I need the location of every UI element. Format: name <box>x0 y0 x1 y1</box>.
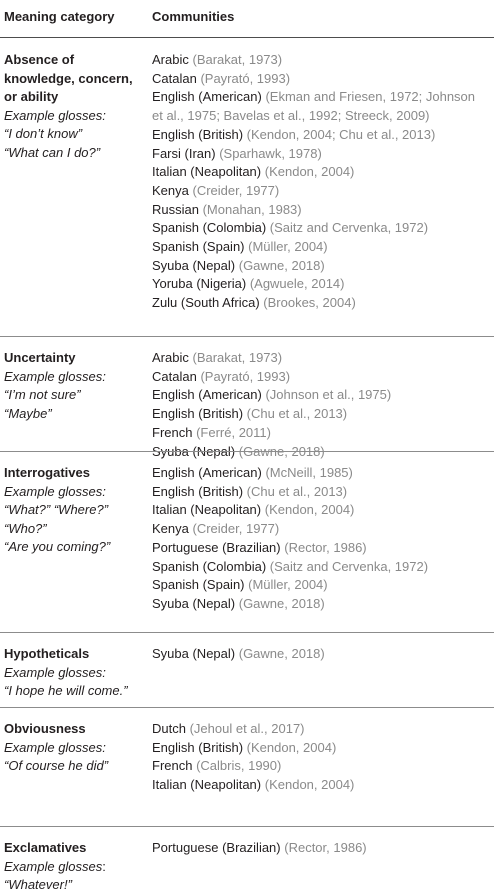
category-title-line: Absence of <box>4 52 75 67</box>
citation-link[interactable]: (Barakat, 1973) <box>192 350 283 365</box>
citation-link[interactable]: (Kendon, 2004) <box>264 164 355 180</box>
community-entry <box>152 739 492 758</box>
table-section <box>0 451 494 611</box>
community-entry <box>152 275 492 294</box>
community-name: Yoruba (Nigeria) <box>152 276 247 292</box>
community-entry <box>152 257 492 276</box>
community-name: Syuba (Nepal) <box>152 595 236 611</box>
communities-cell <box>152 349 492 461</box>
meaning-category-cell <box>4 51 149 162</box>
community-name: Catalan <box>152 368 197 384</box>
category-title-line: Exclamatives <box>4 840 87 855</box>
community-entry <box>152 145 492 164</box>
community-name: Syuba (Nepal) <box>152 257 236 273</box>
community-entry <box>152 368 492 387</box>
community-entry <box>152 558 492 577</box>
communities-cell <box>152 720 492 795</box>
citation-link[interactable]: (Rector, 1986) <box>284 840 367 855</box>
communities-cell <box>152 51 492 313</box>
community-name: English (British) <box>152 406 244 422</box>
citation-link[interactable]: (Ferré, 2011) <box>196 424 271 440</box>
community-entry <box>152 238 492 257</box>
citation-link[interactable]: (Johnson et al., 1975) <box>265 387 392 403</box>
citation-link[interactable]: (Payrató, 1993) <box>200 70 291 86</box>
example-gloss: “Who?” <box>4 520 47 536</box>
community-name: Kenya <box>152 521 189 537</box>
example-gloss: “Are you coming?” <box>4 539 111 554</box>
citation-link[interactable]: (McNeill, 1985) <box>265 465 353 480</box>
citation-link[interactable]: (Jehoul et al., 2017) <box>189 721 305 736</box>
community-entry <box>152 201 492 220</box>
example-gloss: “I don’t know” <box>4 126 83 141</box>
community-name: French <box>152 424 193 440</box>
community-name: Italian (Neapolitan) <box>152 777 262 793</box>
communities-cell <box>152 464 492 614</box>
community-entry <box>152 126 492 145</box>
example-glosses-label <box>4 858 149 877</box>
community-entry <box>152 464 492 483</box>
community-entry <box>152 645 492 664</box>
community-name: Spanish (Colombia) <box>152 558 267 574</box>
community-name: English (British) <box>152 126 244 142</box>
community-entry <box>152 720 492 739</box>
community-entry <box>152 163 492 182</box>
citation-link[interactable]: (Kendon, 2004; Chu et al., 2013) <box>246 126 436 142</box>
citation-link[interactable]: (Creider, 1977) <box>192 521 280 537</box>
community-entry <box>152 539 492 558</box>
community-entry <box>152 349 492 368</box>
community-entry <box>152 839 492 858</box>
meaning-category-cell <box>4 645 149 701</box>
example-glosses-label-text: Example glosses: <box>4 483 106 499</box>
example-glosses-label-text: Example glosses: <box>4 368 106 384</box>
citation-link[interactable]: (Gawne, 2018) <box>238 257 325 273</box>
citation-link[interactable]: (Ekman and Friesen, 1972; Johnson <box>265 89 476 105</box>
meaning-category-cell <box>4 839 149 895</box>
community-name: Portuguese (Brazilian) <box>152 840 281 855</box>
community-entry <box>152 51 492 70</box>
community-name: Dutch <box>152 721 186 736</box>
citation-link[interactable]: (Kendon, 2004) <box>264 777 355 793</box>
community-entry <box>152 501 492 520</box>
section-divider <box>0 707 494 708</box>
citation-link[interactable]: (Kendon, 2004) <box>264 502 355 518</box>
table-section <box>0 336 494 459</box>
meaning-category-cell <box>4 464 149 557</box>
community-name: Arabic <box>152 350 189 365</box>
communities-cell <box>152 645 492 664</box>
citation-link[interactable]: (Gawne, 2018) <box>238 443 325 459</box>
example-glosses-label <box>4 483 149 502</box>
community-entry <box>152 182 492 201</box>
community-name: Syuba (Nepal) <box>152 646 236 661</box>
community-entry <box>152 520 492 539</box>
community-entry <box>152 405 492 424</box>
community-entry <box>152 576 492 595</box>
header-meaning-category: Meaning category <box>4 9 115 24</box>
category-title-line: Obviousness <box>4 721 86 736</box>
community-name: Portuguese (Brazilian) <box>152 539 281 555</box>
example-gloss: “Of course he did” <box>4 758 109 773</box>
table-section <box>0 707 494 793</box>
example-glosses-label <box>4 664 149 683</box>
example-glosses-label-colon: : <box>102 858 106 874</box>
category-title-line: Hypotheticals <box>4 646 90 661</box>
example-glosses-label-text: Example glosses: <box>4 107 106 123</box>
example-gloss: “Whatever!” <box>4 877 72 892</box>
example-gloss: “I’m not sure” <box>4 387 81 402</box>
meaning-category-cell <box>4 720 149 776</box>
community-name: Spanish (Colombia) <box>152 220 267 236</box>
example-glosses-label <box>4 107 149 126</box>
community-name: English (American) <box>152 387 262 403</box>
community-name: Spanish (Spain) <box>152 577 245 593</box>
community-entry <box>152 776 492 795</box>
section-divider <box>0 632 494 633</box>
community-entry <box>152 386 492 405</box>
community-entry <box>152 757 492 776</box>
citation-link[interactable]: (Gawne, 2018) <box>238 595 325 611</box>
community-name: Spanish (Spain) <box>152 239 245 255</box>
community-name: Russian <box>152 201 199 217</box>
citation-link[interactable]: (Brookes, 2004) <box>263 295 356 311</box>
citation-link[interactable]: (Müller, 2004) <box>248 239 328 255</box>
example-gloss: “What can I do?” <box>4 144 101 160</box>
citation-link[interactable]: (Creider, 1977) <box>192 182 280 198</box>
community-name: English (British) <box>152 483 244 499</box>
community-entry <box>152 424 492 443</box>
citation-link[interactable]: (Chu et al., 2013) <box>246 406 348 422</box>
citation-link[interactable]: (Barakat, 1973) <box>192 52 283 67</box>
community-name: English (American) <box>152 89 262 105</box>
community-name: Syuba (Nepal) <box>152 443 236 459</box>
community-entry <box>152 88 492 107</box>
community-name: Italian (Neapolitan) <box>152 502 262 518</box>
community-entry <box>152 595 492 614</box>
table-section <box>0 826 494 892</box>
community-name: Kenya <box>152 182 189 198</box>
citation-link[interactable]: (Saitz and Cervenka, 1972) <box>269 558 429 574</box>
community-name: English (American) <box>152 465 262 480</box>
example-glosses-label <box>4 739 149 758</box>
community-name: Arabic <box>152 52 189 67</box>
community-name: French <box>152 758 193 774</box>
example-gloss: “Maybe” <box>4 405 52 421</box>
community-entry <box>152 294 492 313</box>
citation-link[interactable]: (Saitz and Cervenka, 1972) <box>269 220 429 236</box>
community-name: Italian (Neapolitan) <box>152 164 262 180</box>
section-divider <box>0 336 494 337</box>
citation-link[interactable]: et al., 1975; Bavelas et al., 1992; Streeck, 2009) <box>152 108 430 124</box>
citation-link[interactable]: (Gawne, 2018) <box>238 646 325 661</box>
category-title-line: knowledge, concern, <box>4 70 133 86</box>
header-communities: Communities <box>152 9 235 24</box>
communities-cell <box>152 839 492 858</box>
community-entry <box>152 70 492 89</box>
community-entry <box>152 483 492 502</box>
citation-link[interactable]: (Calbris, 1990) <box>196 758 282 774</box>
example-glosses-label-text: Example glosses: <box>4 739 106 755</box>
community-name: Farsi (Iran) <box>152 145 216 161</box>
citation-link[interactable]: (Monahan, 1983) <box>202 201 302 217</box>
citation-link[interactable]: (Kendon, 2004) <box>246 739 337 755</box>
citation-link[interactable]: (Rector, 1986) <box>284 539 367 555</box>
table-section <box>0 632 494 698</box>
example-glosses-label-text: Example glosses <box>4 858 103 874</box>
example-gloss: “I hope he will come.” <box>4 683 128 698</box>
category-title-line: or ability <box>4 89 59 104</box>
example-glosses-label-text: Example glosses: <box>4 664 106 680</box>
community-name: Zulu (South Africa) <box>152 295 260 311</box>
citation-link[interactable]: (Müller, 2004) <box>248 577 328 593</box>
table-section <box>0 38 494 311</box>
category-title-line: Uncertainty <box>4 350 76 365</box>
community-name: English (British) <box>152 739 244 755</box>
community-entry <box>152 107 492 126</box>
example-gloss: “What?” “Where?” <box>4 502 109 517</box>
example-glosses-label <box>4 368 149 387</box>
category-title-line: Interrogatives <box>4 465 90 480</box>
citation-link[interactable]: (Agwuele, 2014) <box>249 276 345 292</box>
citation-link[interactable]: (Chu et al., 2013) <box>246 483 348 499</box>
section-divider <box>0 451 494 452</box>
community-name: Catalan <box>152 70 197 86</box>
citation-link[interactable]: (Payrató, 1993) <box>200 368 291 384</box>
community-entry <box>152 219 492 238</box>
meaning-category-cell <box>4 349 149 423</box>
citation-link[interactable]: (Sparhawk, 1978) <box>219 145 322 161</box>
section-divider <box>0 826 494 827</box>
